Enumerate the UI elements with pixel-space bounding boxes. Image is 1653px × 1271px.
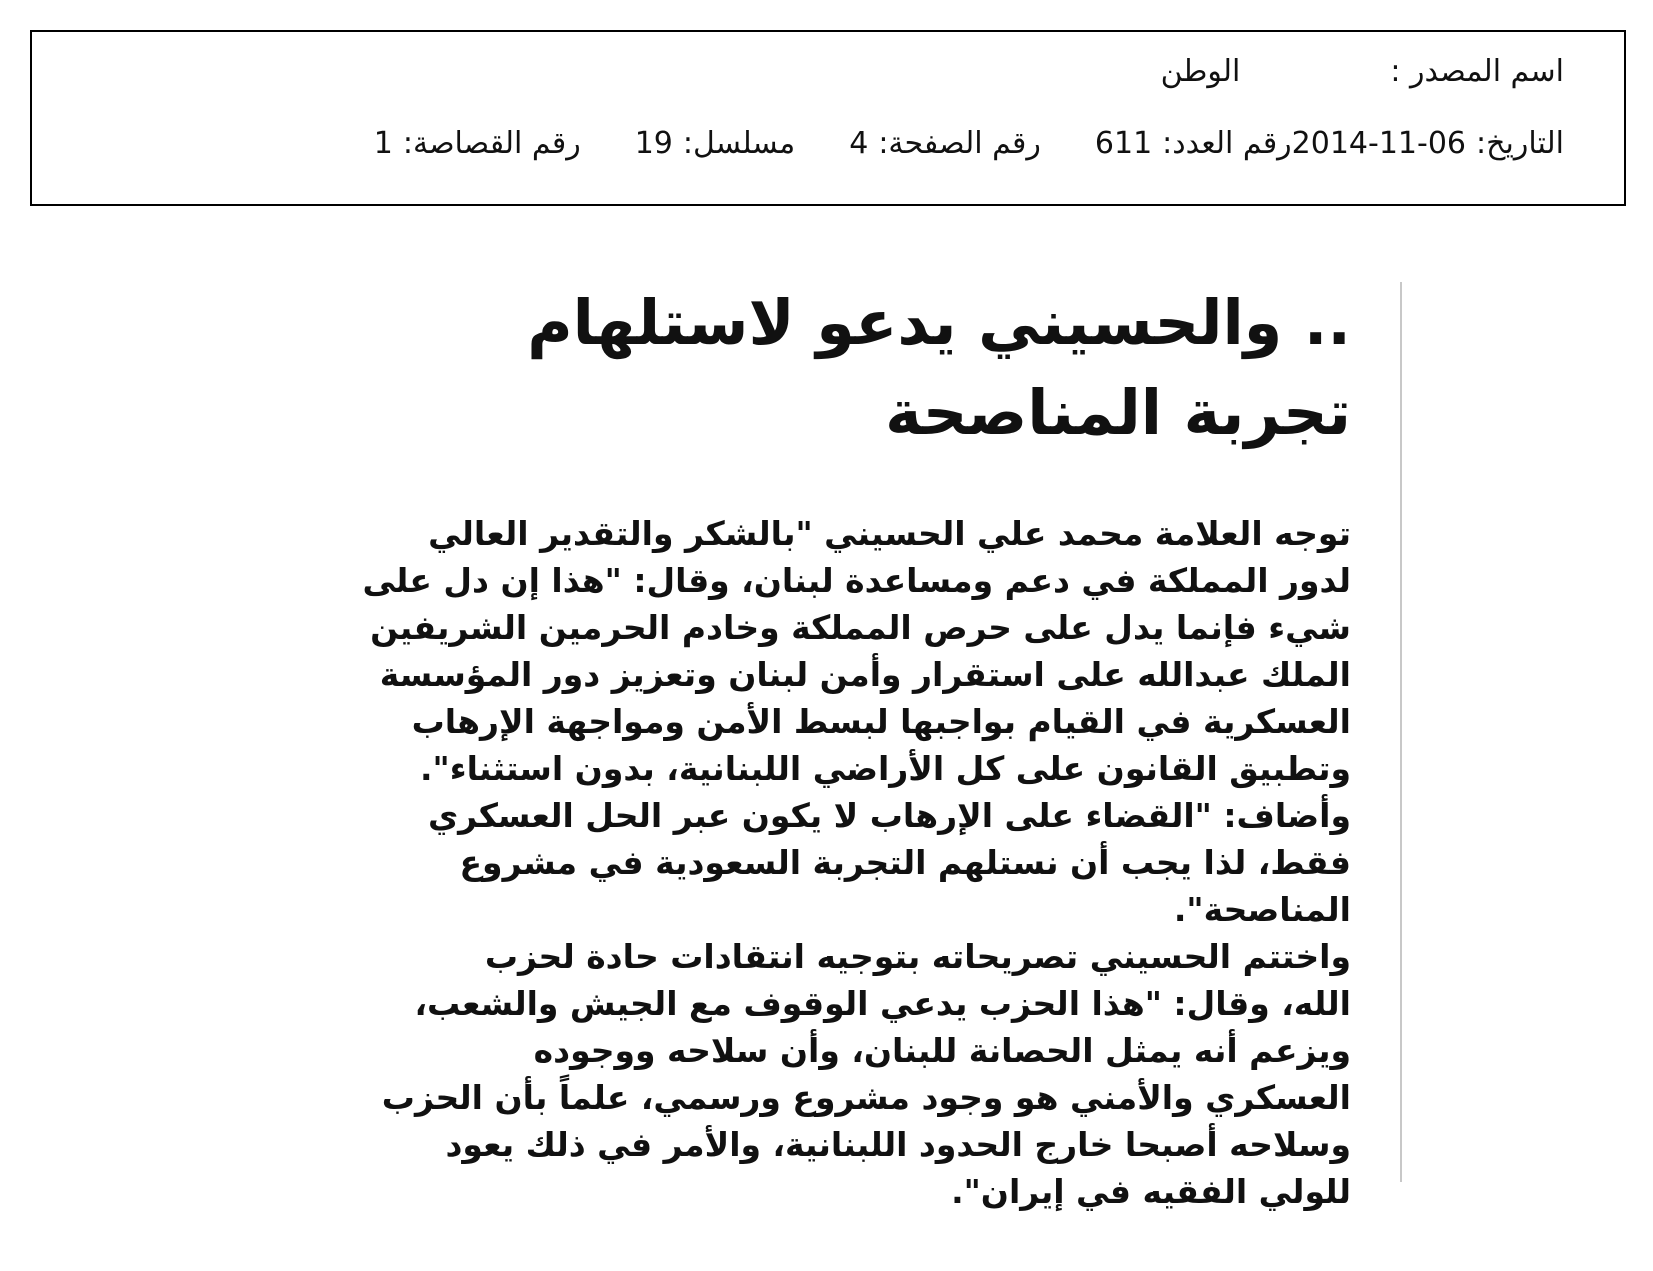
source-label: اسم المصدر : — [1390, 54, 1564, 89]
page-label: رقم الصفحة: — [878, 126, 1041, 161]
headline-line: تجربة المناصحة — [885, 376, 1351, 449]
date-field — [1292, 126, 1564, 161]
clip-value: 1 — [373, 126, 393, 161]
body-line: وأضاف: "القضاء على الإرهاب لا يكون عبر الحل العسكري — [427, 796, 1351, 835]
column-divider — [1400, 282, 1402, 1182]
date-label: التاريخ: — [1476, 126, 1564, 161]
headline-line: .. والحسيني يدعو لاستلهام — [527, 286, 1351, 359]
body-line: الملك عبدالله على استقرار وأمن لبنان وتعزيز دور المؤسسة — [379, 655, 1351, 694]
body-line: توجه العلامة محمد علي الحسيني "بالشكر والتقدير العالي — [428, 514, 1351, 553]
body-line: وسلاحه أصبحا خارج الحدود اللبنانية، والأمر في ذلك يعود — [445, 1125, 1351, 1164]
body-line: للولي الفقيه في إيران". — [951, 1172, 1351, 1211]
clip-field — [374, 126, 581, 161]
details-row — [320, 126, 1564, 161]
paragraph-2 — [351, 792, 1351, 933]
issue-field — [1095, 126, 1292, 161]
body-line: وتطبيق القانون على كل الأراضي اللبنانية، بدون استثناء". — [420, 749, 1351, 788]
source-value: الوطن — [1160, 54, 1241, 89]
article-headline — [351, 278, 1351, 458]
article — [351, 278, 1351, 1215]
body-line: الله، وقال: "هذا الحزب يدعي الوقوف مع الجيش والشعب، — [414, 984, 1351, 1023]
serial-label: مسلسل: — [682, 126, 796, 161]
body-line: لدور المملكة في دعم ومساعدة لبنان، وقال: "هذا إن دل على — [362, 561, 1351, 600]
paragraph-3 — [351, 933, 1351, 1215]
body-line: فقط، لذا يجب أن نستلهم التجربة السعودية في مشروع — [459, 843, 1351, 882]
source-row — [1161, 54, 1564, 89]
paragraph-1 — [351, 510, 1351, 792]
clip-label: رقم القصاصة: — [402, 126, 581, 161]
source-field — [1161, 54, 1564, 89]
page-value: 4 — [849, 126, 869, 161]
body-line: واختتم الحسيني تصريحاته بتوجيه انتقادات حادة لحزب — [484, 937, 1351, 976]
article-body — [351, 510, 1351, 1215]
serial-field — [635, 126, 796, 161]
body-line: المناصحة". — [1173, 890, 1351, 929]
issue-label: رقم العدد: — [1162, 126, 1292, 161]
body-line: العسكرية في القيام بواجبها لبسط الأمن ومواجهة الإرهاب — [411, 702, 1351, 741]
serial-value: 19 — [634, 126, 673, 161]
body-line: ويزعم أنه يمثل الحصانة للبنان، وأن سلاحه ووجوده — [533, 1031, 1351, 1070]
body-line: شيء فإنما يدل على حرص المملكة وخادم الحرمين الشريفين — [370, 608, 1351, 647]
issue-value: 611 — [1094, 126, 1153, 161]
page-field — [849, 126, 1041, 161]
clipping-metadata-box — [30, 30, 1626, 206]
body-line: العسكري والأمني هو وجود مشروع ورسمي، علماً بأن الحزب — [381, 1078, 1351, 1117]
date-value: 2014-11-06 — [1291, 126, 1467, 161]
